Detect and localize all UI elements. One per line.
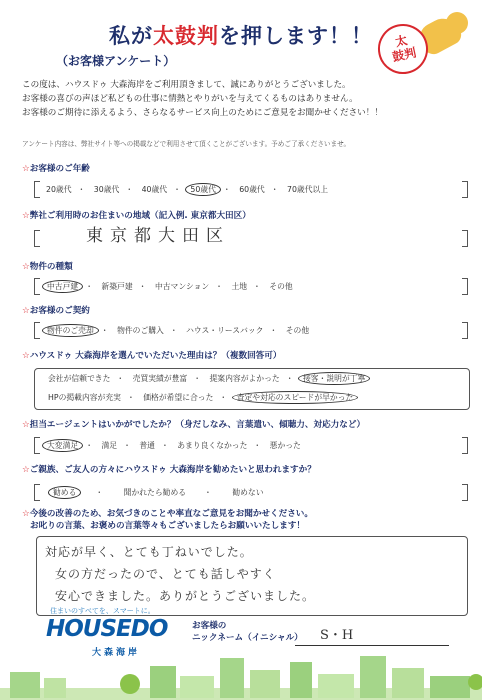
recommend-option[interactable]: 勧めない — [232, 488, 264, 497]
page-subtitle: （お客様アンケート） — [56, 54, 176, 68]
property-option[interactable]: その他 — [269, 282, 293, 291]
reason-option[interactable]: 会社が信頼できた — [48, 374, 111, 383]
nickname-label: お客様の ニックネーム（イニシャル） — [192, 621, 303, 643]
question-area: ☆弊社ご利用時のお住まいの地域（記入例. 東京都大田区） — [22, 211, 251, 221]
nickname-value: S・H — [320, 628, 354, 643]
reason-option[interactable]: HPの掲載内容が充実 — [48, 393, 121, 402]
comment-line: 女の方だったので、とても話しやすく — [55, 567, 276, 581]
age-option[interactable]: 40歳代 — [141, 185, 168, 194]
comment-line: 安心できました。ありがとうございました。 — [55, 589, 316, 603]
agent-option[interactable]: あまり良くなかった — [177, 441, 248, 450]
question-reason: ☆ハウスドゥ 大森海岸を選んでいただいた理由は？（複数回答可） — [22, 351, 282, 361]
area-answer: 東京都大田区 — [86, 226, 230, 246]
contract-option[interactable]: ハウス・リースバック — [186, 326, 264, 335]
agent-options: 大変満足 ・ 満足 ・ 普通 ・ あまり良くなかった ・ 悪かった — [36, 437, 466, 454]
question-contract: ☆お客様のご契約 — [22, 306, 90, 316]
usage-note: アンケート内容は、弊社サイト等への掲載などで利用させて頂くことがございます。予めご了承くださいませ。 — [22, 140, 351, 148]
recommend-option-selected[interactable]: 勧める — [48, 486, 81, 499]
property-type-options: 中古戸建 ・ 新築戸建 ・ 中古マンション ・ 土地 ・ その他 — [36, 278, 466, 295]
reason-option[interactable]: 価格が希望に合った — [143, 393, 214, 402]
agent-option-selected[interactable]: 大変満足 — [42, 439, 83, 452]
age-option[interactable]: 60歳代 — [239, 185, 265, 194]
question-property-type: ☆物件の種類 — [22, 262, 73, 272]
contract-option-selected[interactable]: 物件のご売却 — [42, 324, 99, 337]
contract-options: 物件のご売却 ・ 物件のご購入 ・ ハウス・リースバック ・ その他 — [36, 322, 466, 339]
reason-option-selected[interactable]: 査定や対応のスピードが早かった — [232, 391, 359, 404]
page-title: 私が太鼓判を押します！！ — [109, 24, 373, 48]
age-option-selected[interactable]: 50歳代 — [185, 183, 221, 196]
question-recommend: ☆ご親族、ご友人の方々にハウスドゥ 大森海岸を勧めたいと思われますか？ — [22, 465, 316, 475]
area-answer-box[interactable] — [36, 226, 466, 250]
comment-line: 対応が早く、とても丁ねいでした。 — [45, 545, 253, 559]
reason-option[interactable]: 提案内容がよかった — [209, 374, 280, 383]
nickname-underline — [295, 645, 449, 646]
age-options: 20歳代 ・ 30歳代 ・ 40歳代 ・ 50歳代 ・ 60歳代 ・ 70歳代以上 — [36, 181, 466, 198]
question-comment: ☆今後の改善のため、お気づきのことや率直なご意見をお聞かせください。 お叱りの言葉、お褒めの言葉等々もございましたらお願いいたします！ — [22, 509, 313, 531]
skyline-illustration — [0, 648, 482, 700]
logo-tagline: 住まいのすべてを、スマートに。 — [50, 607, 155, 615]
contract-option[interactable]: 物件のご購入 — [117, 326, 164, 335]
reason-option-selected[interactable]: 接客・説明が丁寧 — [298, 372, 370, 385]
comment-box[interactable] — [36, 536, 468, 616]
question-age: ☆お客様のご年齢 — [22, 164, 90, 174]
agent-option[interactable]: 悪かった — [269, 441, 301, 450]
recommend-option[interactable]: 聞かれたら勧める — [123, 488, 187, 497]
agent-option[interactable]: 満足 — [101, 441, 118, 450]
taikoban-stamp-icon: 太 鼓判 — [373, 19, 432, 78]
age-option[interactable]: 30歳代 — [93, 185, 120, 194]
store-name: 大森海岸 — [92, 648, 141, 658]
property-option-selected[interactable]: 中古戸建 — [42, 280, 83, 293]
property-option[interactable]: 中古マンション — [154, 282, 210, 291]
agent-option[interactable]: 普通 — [139, 441, 155, 450]
reason-option[interactable]: 売買実績が豊富 — [132, 374, 188, 383]
housedo-logo: HOUSEDO — [46, 616, 168, 642]
intro-text: この度は、ハウスドゥ 大森海岸をご利用頂きまして、誠にありがとうございました。 お客様の喜びの声ほど私どもの仕事に情熱とやりがいを与えてくるものはありません。 お客様のご期待に添えるよう、さらなるサービス向上のためにご意見をお聞かせください！！ — [22, 80, 383, 118]
survey-page: 太 鼓判 私が太鼓判を押します！！ （お客様アンケート） この度は、ハウスドゥ 大森海岸をご利用頂きまして、誠にありがとうございました。 お客様の喜びの声ほど私どもの仕事に情熱とやりがいを与えてくるものはありません。 お客様のご期待に添えるよう、さらなるサービス向上のためにご意見をお聞かせください！！ アンケート内容は、弊社サイト等への掲載などで利用させて頂くことがございます。予めご了承くださいませ。 ☆お客様のご年齢 20歳代 ・ 30歳代 ・ 40歳代 ・ 50歳代 ・ 60歳代 ・ 70歳代以上 ☆弊社ご利用時のお住まいの地域（記入例. 東京都大田区） 東京都大田区 ☆物件の種類 中古戸建 ・ 新築戸建 ・ 中古マンション ・ 土地 ・ その他 ☆お客様のご契約 物件のご売却 ・ 物件のご購入 ・ ハウス・リースバック ・ その他 ☆ハウスドゥ 大森海岸を選んでいただいた理由は？（複数回答可） 会社が信頼できた ・ 売買実績が豊富 ・ 提案内容がよかった ・ 接客・説明が丁寧 HPの掲載内容が充実 ・ 価格が希望に合った ・ 査定や対応のスピードが早かった ☆担当エージェントはいかがでしたか？（身だしなみ、言葉遣い、傾聴力、対応力など） 大変満足 ・ 満足 ・ 普通 ・ あまり良くなかった ・ 悪かった ☆ご親族、ご友人の方々にハウスドゥ 大森海岸を勧めたいと思われますか？ 勧める ・ 聞かれたら勧める ・ 勧めない ☆今後の改善のため、お気づきのことや率直なご意見をお聞かせください。 お叱りの言葉、お褒めの言葉等々もございましたらお願いいたします！ 対応が早く、とても丁ねいでした。 女の方だったので、とても話しやすく 安心できました。ありがとうございました。 住まいのすべてを、スマートに。 HOUSEDO 大森海岸 お客様の ニックネーム（イニシャル） S・H — [0, 0, 482, 700]
age-option[interactable]: 70歳代以上 — [286, 185, 329, 194]
age-option[interactable]: 20歳代 — [46, 185, 72, 194]
property-option[interactable]: 新築戸建 — [101, 282, 133, 291]
question-agent: ☆担当エージェントはいかがでしたか？（身だしなみ、言葉遣い、傾聴力、対応力など） — [22, 420, 366, 430]
recommend-options: 勧める ・ 聞かれたら勧める ・ 勧めない — [36, 484, 466, 501]
contract-option[interactable]: その他 — [285, 326, 310, 335]
property-option[interactable]: 土地 — [231, 282, 248, 291]
